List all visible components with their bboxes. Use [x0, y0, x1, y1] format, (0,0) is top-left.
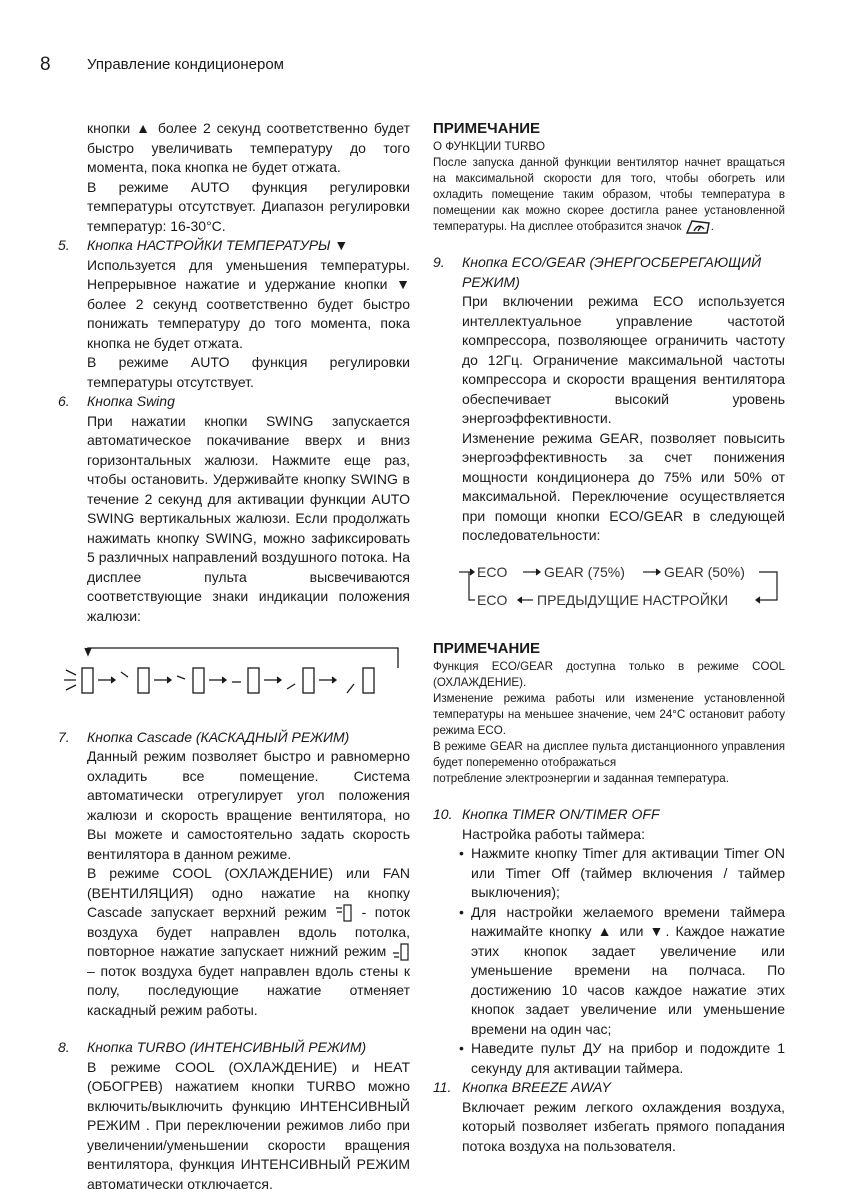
item-number: 8. — [58, 1038, 70, 1058]
note-text: Функция ECO/GEAR доступна только в режиме COOL (ОХЛАЖДЕНИЕ). — [433, 659, 785, 691]
item-number: 5. — [58, 236, 70, 256]
note-subheading: О ФУНКЦИИ TURBO — [433, 139, 785, 155]
bullet-icon: • — [459, 844, 464, 864]
eco-label-2: ECO — [477, 592, 507, 608]
bullet-icon: • — [459, 1039, 464, 1059]
eco-label: ECO — [477, 564, 507, 580]
item-title: Кнопка BREEZE AWAY — [462, 1079, 611, 1095]
gear75-label: GEAR (75%) — [544, 564, 625, 580]
bullet-icon: • — [459, 903, 464, 923]
paragraph: Изменение режима GEAR, позволяет повысить энергоэффективность за счет понижения мощности кондиционера до 75% или 50% от максимальной. Переключение осуществляется при помощи кнопки ECO/GEAR в следующей последовательности: — [433, 429, 785, 546]
item-9-title — [433, 253, 785, 292]
louver-position-4-icon — [287, 668, 314, 693]
paragraph: При нажатии кнопки SWING запускается автоматическое покачивание вверх и вниз горизонтальных жалюзи. Нажмите еще раз, чтобы остановить. Удерживайте кнопку SWING в течение 2 секунд для активации функции AUTO SWING вертикальных жалюзи. Если продолжать нажимать кнопку SWING, можно зафиксировать 5 различных направлений воздушного потока. На дисплее пульта высвечиваются соответствующие знаки индикации положения жалюзи: — [58, 412, 410, 627]
paragraph: При включении режима ECO используется интеллектуальное управление частотой компрессора, позволяющее ограничить частоту до 12Гц. Ограничение максимальной частоты компрессора и скорости вращения вентилятора обеспечивает высокий уровень энергоэффективности. — [433, 292, 785, 429]
item-title: Кнопка TIMER ON/TIMER OFF — [462, 806, 660, 822]
paragraph: Включает режим легкого охлаждения воздуха, который позволяет избегать прямого попадания потока воздуха на пользователя. — [433, 1098, 785, 1157]
cascade-up-icon — [335, 904, 353, 922]
arrow-down-icon — [85, 648, 91, 655]
text-span: . — [711, 220, 714, 233]
item-number: 6. — [58, 392, 70, 412]
louver-position-3-icon — [232, 668, 259, 693]
item-number: 7. — [58, 728, 70, 748]
note-text: потребление электроэнергии и заданная температура. — [433, 771, 785, 787]
paragraph: В режиме AUTO функция регулировки температуры отсутствует. — [58, 353, 410, 392]
louver-positions-diagram — [58, 646, 410, 698]
louver-position-1-icon — [121, 668, 149, 693]
item-10-title — [433, 805, 785, 825]
cascade-down-icon — [392, 943, 410, 961]
item-title: Кнопка НАСТРОЙКИ ТЕМПЕРАТУРЫ ▼ — [87, 237, 348, 253]
previous-settings-label: ПРЕДЫДУЩИЕ НАСТРОЙКИ — [537, 591, 728, 608]
note-heading: ПРИМЕЧАНИЕ — [433, 639, 785, 659]
louver-position-2-icon — [177, 668, 204, 693]
item-title: Кнопка Cascade (КАСКАДНЫЙ РЕЖИМ) — [87, 729, 349, 745]
paragraph: В режиме AUTO функция регулировки температуры отсутствует. Диапазон регулировки температур: 16-30°C. — [58, 178, 410, 237]
louver-position-5-icon — [347, 668, 374, 693]
item-8-title — [58, 1038, 410, 1058]
text-span: - поток воздуха будет направлен вдоль потолка, повторное нажатие запускает нижний режим — [87, 904, 410, 959]
item-number: 9. — [433, 253, 445, 273]
eco-gear-sequence-diagram — [459, 560, 789, 608]
note-heading: ПРИМЕЧАНИЕ — [433, 119, 785, 139]
item-11-title — [433, 1078, 785, 1098]
list-item: • Нажмите кнопку Timer для активации Timer ON или Timer Off (таймер включения / таймер выключения); — [433, 844, 785, 903]
item-7-title — [58, 728, 410, 748]
item-number: 10. — [433, 805, 452, 825]
note-text: Изменение режима работы или изменение установленной температуры на меньшее значение, чем 24°C остановит работу режима ECO. — [433, 691, 785, 739]
page-title: Управление кондиционером — [87, 56, 284, 73]
arrow-right-icon — [154, 677, 171, 683]
swing-louver-icon — [64, 668, 93, 693]
note-text: В режиме GEAR на дисплее пульта дистанционного управления будет попеременно отображаться — [433, 739, 785, 771]
text-span: В режиме COOL (ОХЛАЖДЕНИЕ) или FAN (ВЕНТИЛЯЦИЯ) одно нажатие на кнопку Cascade запускает верхний режим — [87, 865, 410, 920]
arrow-right-icon — [264, 677, 281, 683]
text-span: – поток воздуха будет направлен вдоль стены к полу, последующие нажатие отменяет каскадный режим работы. — [87, 963, 410, 1018]
note-text — [433, 155, 785, 235]
paragraph: Данный режим позволяет быстро и равномерно охладить все помещение. Система автоматически отрегулирует угол положения жалюзи и скорость вращение вентилятора, но Вы можете и самостоятельно задать скорость вентилятора в данном режиме. — [58, 747, 410, 864]
item-6-title — [58, 392, 410, 412]
page-number: 8 — [40, 54, 51, 76]
right-column — [433, 119, 785, 1156]
left-column — [58, 119, 410, 1194]
arrow-right-icon — [98, 677, 115, 683]
arrow-right-icon — [209, 677, 226, 683]
text-span: После запуска данной функции вентилятор начнет вращаться на максимальной скорости для того, чтобы обогреть или охладить помещение таким образом, чтобы температура в помещении как можно скорее достигла ранее установленной температуры. На дисплее отобразится значок — [433, 156, 785, 233]
paragraph: Настройка работы таймера: — [433, 825, 785, 845]
arrow-right-icon — [319, 677, 336, 683]
item-title: Кнопка Swing — [87, 393, 175, 409]
item-title: Кнопка TURBO (ИНТЕНСИВНЫЙ РЕЖИМ) — [87, 1039, 366, 1055]
turbo-icon — [685, 219, 711, 235]
loop-line — [88, 648, 398, 668]
item-number: 11. — [433, 1078, 451, 1098]
paragraph: В режиме COOL (ОХЛАЖДЕНИЕ) и HEAT (ОБОГРЕВ) нажатием кнопки TURBO можно включить/выключить функцию ИНТЕНСИВНЫЙ РЕЖИМ . При переключении режимов либо при увеличении/уменьшении скорости вращения вентилятора, функция ИНТЕНСИВНЫЙ РЕЖИМ автоматически отключается. — [58, 1058, 410, 1194]
paragraph: Используется для уменьшения температуры. Непрерывное нажатие и удержание кнопки ▼ более 2 секунд соответственно будет быстро понижать температуру до того момента, пока кнопка не будет отжата. — [58, 256, 410, 354]
list-item: • Наведите пульт ДУ на прибор и подождите 1 секунду для активации таймера. — [433, 1039, 785, 1078]
item-title: Кнопка ECO/GEAR (ЭНЕРГОСБЕРЕГАЮЩИЙ РЕЖИМ) — [462, 254, 761, 290]
gear50-label: GEAR (50%) — [664, 564, 745, 580]
item-5-title — [58, 236, 410, 256]
list-item: • Для настройки желаемого времени таймера нажимайте кнопку ▲ или ▼. Каждое нажатие этих кнопок задает увеличение или уменьшение времени на полчаса. По достижению 10 часов каждое нажатие этих кнопок задает увеличение или уменьшение времени на один час; — [433, 903, 785, 1040]
paragraph: кнопки ▲ более 2 секунд соответственно будет быстро увеличивать температуру до того момента, пока кнопка не будет отжата. — [58, 119, 410, 178]
paragraph — [58, 864, 410, 1020]
